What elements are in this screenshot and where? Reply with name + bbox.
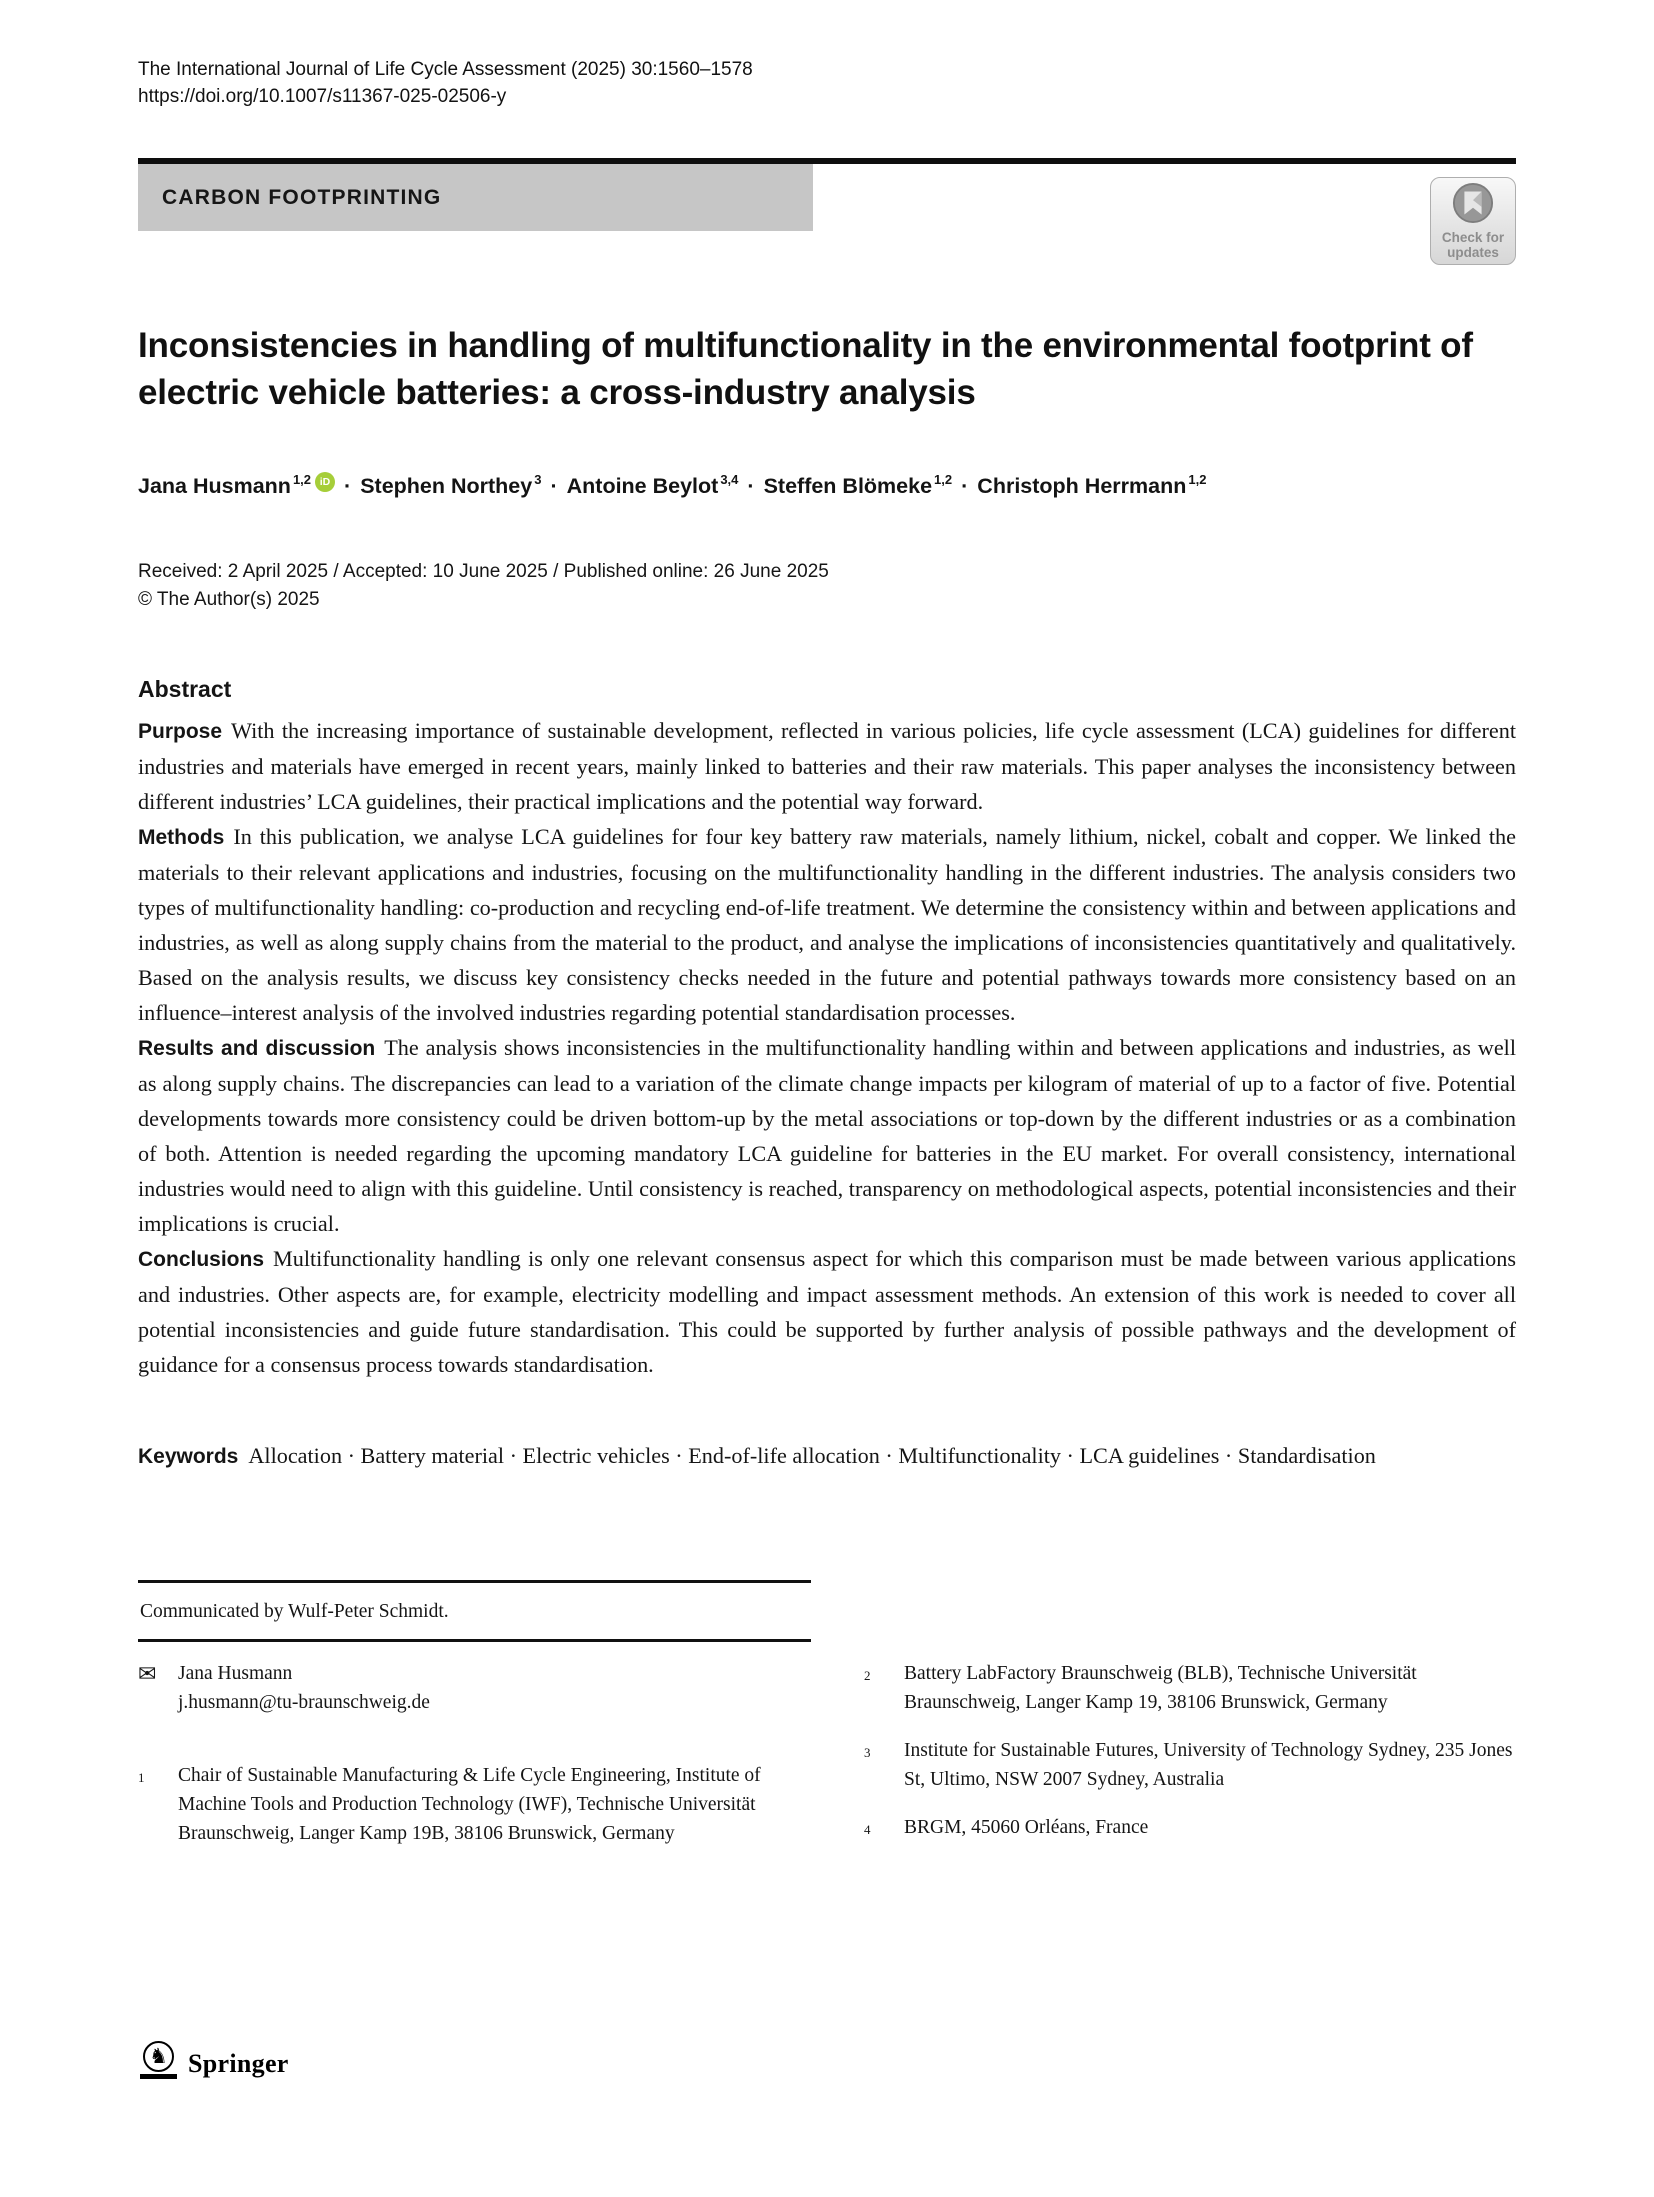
crossmark-icon	[1452, 182, 1494, 229]
author-affiliation-marker: 1,2	[1188, 472, 1207, 487]
author-name: Antoine Beylot $^{3,4}$	[566, 472, 739, 499]
author-affiliation-marker: 1,2	[934, 472, 953, 487]
corresponding-author-name: Jana Husmann	[178, 1663, 293, 1685]
doi-link[interactable]: https://doi.org/10.1007/s11367-025-02506-y	[138, 86, 507, 107]
footnote-right-column	[864, 1659, 1516, 1848]
communicated-by-line: Communicated by Wulf-Peter Schmidt.	[140, 1601, 449, 1623]
keywords-line: Keywords Allocation · Battery material · Electric vehicles · End-of-life allocation · Multifunctionality · LCA guidelines · Standardisation	[138, 1443, 1376, 1469]
author-name: Christoph Herrmann $^{1,2}$	[977, 472, 1207, 499]
keywords-label: Keywords	[138, 1445, 239, 1469]
footnote-left-column	[138, 1659, 811, 1848]
author-name: Steffen Blömeke $^{1,2}$	[763, 472, 953, 499]
abstract-section	[138, 676, 1516, 1382]
check-badge-label: Check for updates	[1441, 230, 1505, 260]
affiliation-item	[864, 1813, 1516, 1842]
affiliation-number: 1	[138, 1770, 145, 1786]
journal-citation-line: The International Journal of Life Cycle Assessment (2025) 30:1560–1578	[138, 59, 753, 80]
affiliation-item	[138, 1761, 811, 1848]
affiliation-item	[864, 1659, 1516, 1717]
author-name: Stephen Northey $^3$	[360, 472, 542, 499]
publisher-name: Springer	[188, 2049, 289, 2078]
corresponding-author-block	[138, 1659, 811, 1717]
affiliation-text: Chair of Sustainable Manufacturing & Life Cycle Engineering, Institute of Machine Tools and Production Technology (IWF), Technische Universität Braunschweig, Langer Kamp 19B, 38106 Brunswick, Germany	[178, 1765, 761, 1845]
corresponding-author-email[interactable]: j.husmann@tu-braunschweig.de	[178, 1692, 430, 1714]
abstract-heading: Abstract	[138, 676, 232, 703]
author-affiliation-marker: 1,2	[292, 472, 312, 487]
journal-header	[138, 56, 1516, 110]
springer-logo	[140, 2041, 289, 2079]
abstract-purpose: Purpose With the increasing importance of sustainable development, reflected in various policies, life cycle assessment (LCA) guidelines for different industries and materials have emerged in recent years, mainly linked to batteries and their raw materials. This paper analyses the inconsistency between different industries’ LCA guidelines, their practical implications and the potential way forward.	[138, 718, 1516, 815]
paragraph-label: Conclusions	[138, 1248, 265, 1272]
affiliation-text: BRGM, 45060 Orléans, France	[904, 1817, 1149, 1839]
affiliation-text: Institute for Sustainable Futures, University of Technology Sydney, 235 Jones St, Ultimo, NSW 2007 Sydney, Australia	[904, 1740, 1513, 1791]
author-separator: ·	[747, 474, 755, 499]
abstract-conclusions: Conclusions Multifunctionality handling is only one relevant consensus aspect for which this comparison must be made between various applications and industries. Other aspects are, for example, electricity modelling and impact assessment methods. An extension of this work is needed to cover all potential inconsistencies and guide future standardisation. This could be supported by further analysis of possible pathways and the development of guidance for a consensus process towards standardisation.	[138, 1246, 1516, 1378]
springer-knight-icon: ♞	[140, 2041, 177, 2079]
copyright-line: © The Author(s) 2025	[138, 589, 320, 611]
banner-row	[138, 164, 1516, 265]
authors-line	[138, 466, 1516, 501]
author-separator: ·	[550, 474, 558, 499]
affiliation-number: 2	[864, 1668, 871, 1684]
abstract-methods: Methods In this publication, we analyse LCA guidelines for four key battery raw materials, namely lithium, nickel, cobalt and copper. We linked the materials to their relevant applications and industries, focusing on the multifunctionality handling in the different industries. The analysis considers two types of multifunctionality handling: co-production and recycling end-of-life treatment. We determine the consistency within and between applications and industries, as well as along supply chains from the material to the product, and analyse the implications of inconsistencies quantitatively and qualitatively. Based on the analysis results, we discuss key consistency checks needed in the future and potential pathways towards more consistency based on an influence–interest analysis of the involved industries regarding potential standardisation processes.	[138, 824, 1516, 1026]
footnote-columns	[138, 1659, 1516, 1848]
affiliation-number: 4	[864, 1822, 871, 1838]
paragraph-label: Methods	[138, 826, 225, 850]
author-separator: ·	[961, 474, 969, 499]
abstract-results: Results and discussion The analysis shows inconsistencies in the multifunctionality handling within and between applications and industries, as well as along supply chains. The discrepancies can lead to a variation of the climate change impacts per kilogram of material of up to a factor of five. Potential developments towards more consistency could be driven bottom-up by the metal associations or top-down by the different industries or as a combination of both. Attention is needed regarding the upcoming mandatory LCA guideline for batteries in the EU market. For overall consistency, international industries would need to align with this guideline. Until consistency is reached, transparency on methodological aspects, potential inconsistencies and their implications is crucial.	[138, 1035, 1516, 1237]
affiliation-text: Battery LabFactory Braunschweig (BLB), Technische Universität Braunschweig, Langer Kamp 19, 38106 Brunswick, Germany	[904, 1663, 1417, 1714]
footnote-rule-bottom	[138, 1639, 811, 1642]
article-title: Inconsistencies in handling of multifunctionality in the environmental footprint of electric vehicle batteries: a cross-industry analysis	[138, 326, 1473, 412]
section-banner: CARBON FOOTPRINTING	[138, 164, 813, 231]
email-icon: ✉	[138, 1661, 157, 1687]
paragraph-label: Results and discussion	[138, 1037, 376, 1061]
author-separator: ·	[344, 474, 352, 499]
check-for-updates-badge[interactable]	[1430, 177, 1516, 265]
paragraph-label: Purpose	[138, 720, 223, 744]
article-history-line: Received: 2 April 2025 / Accepted: 10 June 2025 / Published online: 26 June 2025	[138, 561, 829, 583]
author-affiliation-marker: 3,4	[720, 472, 739, 487]
affiliation-item	[864, 1736, 1516, 1794]
orcid-icon[interactable]: iD	[315, 472, 335, 492]
author-name: Jana Husmann $^{1,2}$	[138, 472, 312, 499]
author-affiliation-marker: 3	[534, 472, 542, 487]
footnotes-section	[138, 1580, 1516, 1848]
affiliation-number: 3	[864, 1745, 871, 1761]
